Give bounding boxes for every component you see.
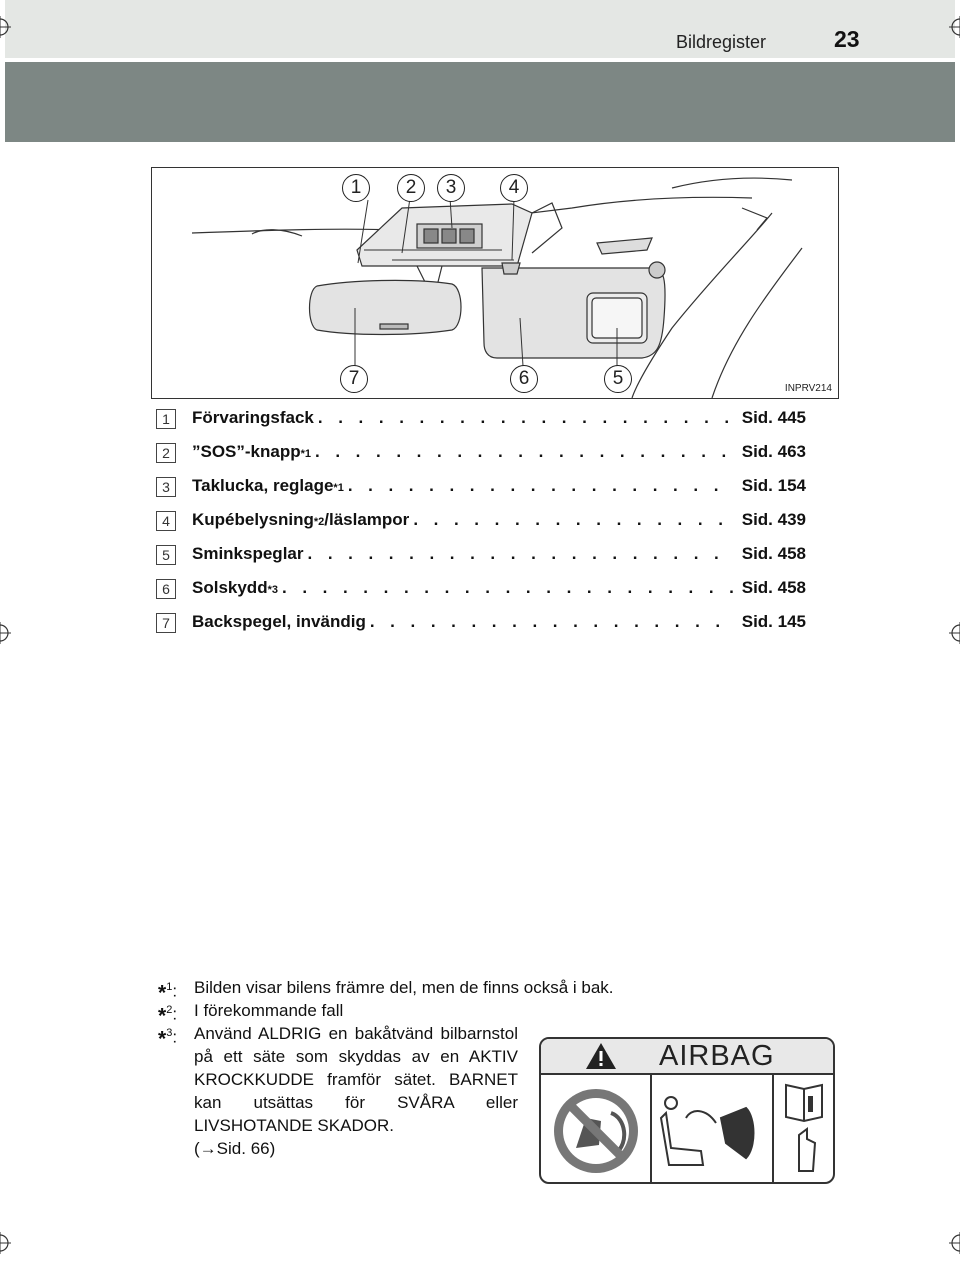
list-item	[156, 506, 806, 540]
airbag-label-header	[541, 1039, 833, 1075]
crop-mark-bottom-right	[949, 1232, 960, 1254]
page-reference[interactable]: Sid. 463	[741, 442, 806, 461]
item-footnote-mark: *2	[313, 516, 325, 528]
figure-code: INPRV214	[784, 383, 832, 394]
crop-mark-top-right	[949, 16, 960, 38]
footnote-text: Bilden visar bilens främre del, men de finns också i bak.	[194, 978, 614, 997]
item-text	[192, 578, 806, 598]
airbag-word: AIRBAG	[659, 1040, 775, 1072]
item-label: Backspegel, invändig	[192, 612, 366, 631]
item-text	[192, 544, 806, 564]
list-item	[156, 404, 806, 438]
footnote-mark: *$^3$:	[158, 1027, 178, 1051]
footnote-3	[158, 1022, 518, 1160]
item-number: 1	[156, 409, 176, 429]
footnote-mark: *$^2$:	[158, 1004, 178, 1028]
footnote-text: Använd ALDRIG en bakåtvänd bilbarnstol på ett säte som skyddas av en AKTIV KROCKKUDDE framför sätet. BARNET kan utsättas för SVÅRA eller LIVSHOTANDE SKADOR.	[194, 1024, 518, 1135]
item-footnote-mark: *3	[267, 584, 278, 596]
header-band	[5, 62, 955, 142]
page-number: 23	[834, 26, 860, 52]
crop-mark-mid-right	[949, 622, 960, 644]
item-label: Taklucka, reglage	[192, 476, 334, 495]
list-item	[156, 574, 806, 608]
leader-dots	[282, 578, 734, 598]
interior-illustration	[151, 167, 839, 399]
page-reference[interactable]: Sid. 445	[741, 408, 806, 427]
item-footnote-mark: *1	[333, 482, 344, 494]
item-label: Kupébelysning	[192, 510, 314, 529]
footnote-mark: *$^1$:	[158, 981, 178, 1005]
item-text	[192, 476, 806, 496]
warning-triangle-icon	[581, 1039, 621, 1073]
item-text	[192, 510, 806, 530]
leader-dots	[315, 442, 734, 462]
item-text	[192, 612, 806, 632]
arrow-icon: →	[199, 1139, 217, 1158]
callout-3: 3	[437, 174, 465, 202]
leader-dots	[348, 476, 734, 496]
page-reference[interactable]: Sid. 439	[741, 510, 806, 529]
item-number: 3	[156, 477, 176, 497]
item-label: Sminkspeglar	[192, 544, 304, 563]
callout-4: 4	[500, 174, 528, 202]
footnote-1	[158, 976, 614, 1005]
callout-7: 7	[340, 365, 368, 393]
item-label: ”SOS”-knapp	[192, 442, 301, 461]
footnotes	[158, 976, 614, 1160]
item-number: 4	[156, 511, 176, 531]
section-title: Bildregister	[676, 32, 767, 52]
crop-mark-mid-left	[0, 622, 11, 644]
callout-5: 5	[604, 365, 632, 393]
item-text	[192, 408, 806, 428]
list-item	[156, 472, 806, 506]
leader-dots	[318, 408, 734, 428]
no-rear-facing-child-seat-icon	[554, 1089, 638, 1173]
footnote-page-reference[interactable]: (→Sid. 66)	[194, 1139, 276, 1158]
page-reference[interactable]: Sid. 458	[741, 578, 806, 597]
item-footnote-mark: *1	[300, 448, 312, 460]
item-label: Förvaringsfack	[192, 408, 314, 427]
footnote-text: I förekommande fall	[194, 1001, 344, 1020]
item-number: 5	[156, 545, 176, 565]
list-item	[156, 540, 806, 574]
leader-dots	[370, 612, 734, 632]
callout-6: 6	[510, 365, 538, 393]
list-item	[156, 608, 806, 642]
footnote-2	[158, 999, 518, 1028]
item-text	[192, 442, 806, 462]
header-strip	[5, 0, 955, 58]
crop-mark-bottom-left	[0, 1232, 11, 1254]
leader-dots	[308, 544, 734, 564]
interior-drawing	[152, 168, 838, 398]
item-number: 2	[156, 443, 176, 463]
list-item	[156, 438, 806, 472]
item-label: Solskydd	[192, 578, 268, 597]
item-number: 6	[156, 579, 176, 599]
read-manual-icon	[786, 1085, 822, 1171]
page-reference[interactable]: Sid. 154	[741, 476, 806, 495]
crop-mark-top-left	[0, 16, 11, 38]
item-number: 7	[156, 613, 176, 633]
page-reference[interactable]: Sid. 145	[741, 612, 806, 631]
callout-2: 2	[397, 174, 425, 202]
seat-airbag-icon	[661, 1097, 754, 1165]
index-list	[156, 404, 806, 642]
page-reference[interactable]: Sid. 458	[741, 544, 806, 563]
callout-1: 1	[342, 174, 370, 202]
airbag-warning-label	[539, 1037, 835, 1184]
leader-dots	[413, 510, 733, 530]
item-label-suffix: /läslampor	[324, 510, 410, 529]
airbag-pictograms	[541, 1073, 835, 1184]
